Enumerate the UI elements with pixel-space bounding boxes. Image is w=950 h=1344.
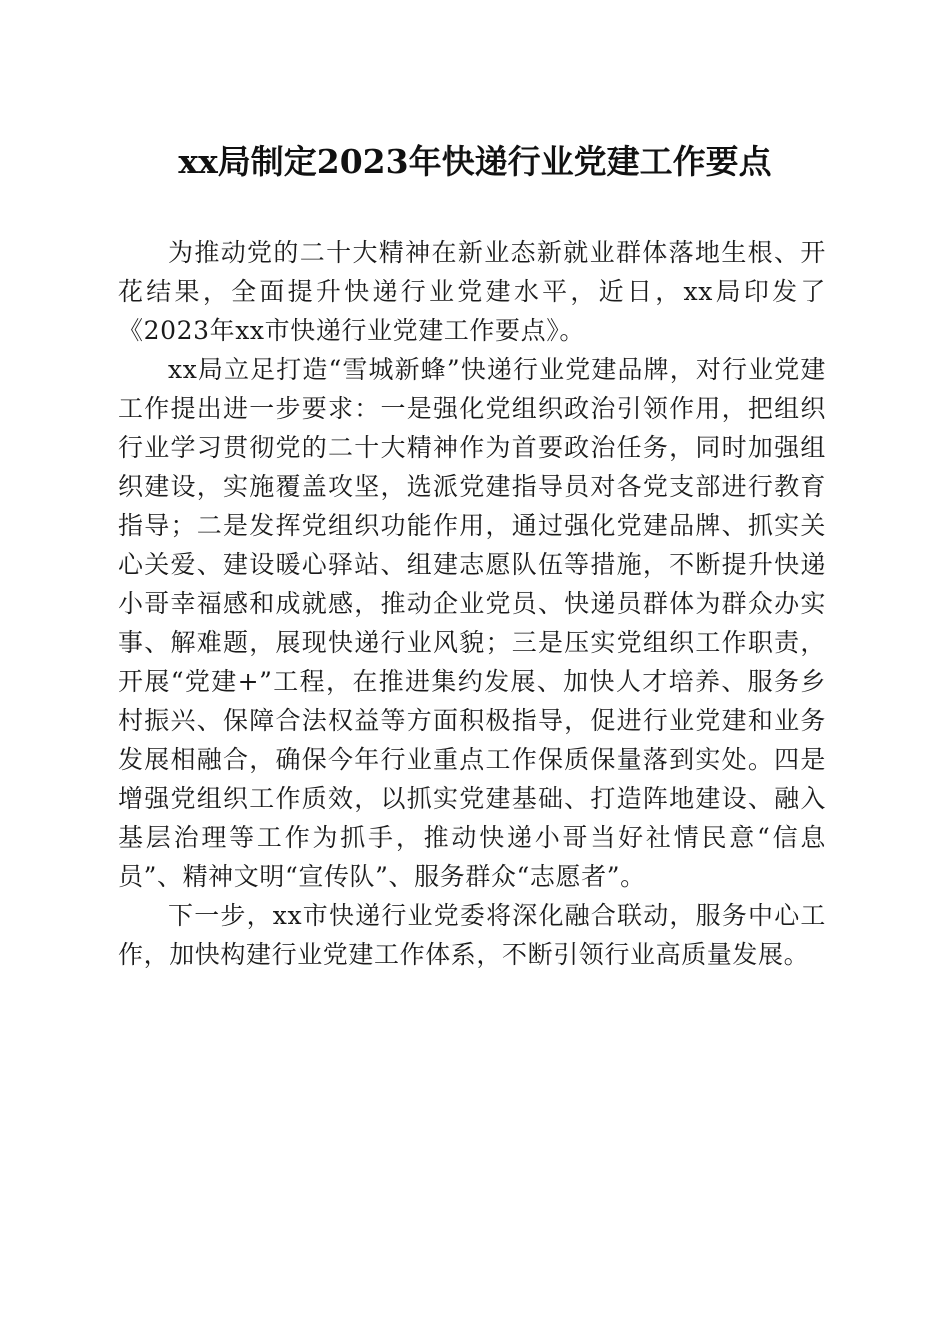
document-body bbox=[118, 233, 826, 974]
document-title: xx局制定2023年快递行业党建工作要点 bbox=[178, 142, 772, 181]
paragraph-next-steps: 下一步，xx市快递行业党委将深化融合联动，服务中心工作，加快构建行业党建工作体系，不断引领行业高质量发展。 bbox=[118, 901, 826, 969]
paragraph-requirements: xx局立足打造“雪城新蜂”快递行业党建品牌，对行业党建工作提出进一步要求：一是强化党组织政治引领作用，把组织行业学习贯彻党的二十大精神作为首要政治任务，同时加强组织建设，实施覆盖攻坚，选派党建指导员对各党支部进行教育指导；二是发挥党组织功能作用，通过强化党建品牌、抓实关心关爱、建设暖心驿站、组建志愿队伍等措施，不断提升快递小哥幸福感和成就感，推动企业党员、快递员群体为群众办实事、解难题，展现快递行业风貌；三是压实党组织工作职责，开展“党建+”工程，在推进集约发展、加快人才培养、服务乡村振兴、保障合法权益等方面积极指导，促进行业党建和业务发展相融合，确保今年行业重点工作保质保量落到实处。四是增强党组织工作质效，以抓实党建基础、打造阵地建设、融入基层治理等工作为抓手，推动快递小哥当好社情民意“信息员”、精神文明“宣传队”、服务群众“志愿者”。 bbox=[118, 355, 826, 891]
paragraph-intro: 为推动党的二十大精神在新业态新就业群体落地生根、开花结果，全面提升快递行业党建水平，近日，xx局印发了《2023年xx市快递行业党建工作要点》。 bbox=[118, 238, 826, 345]
